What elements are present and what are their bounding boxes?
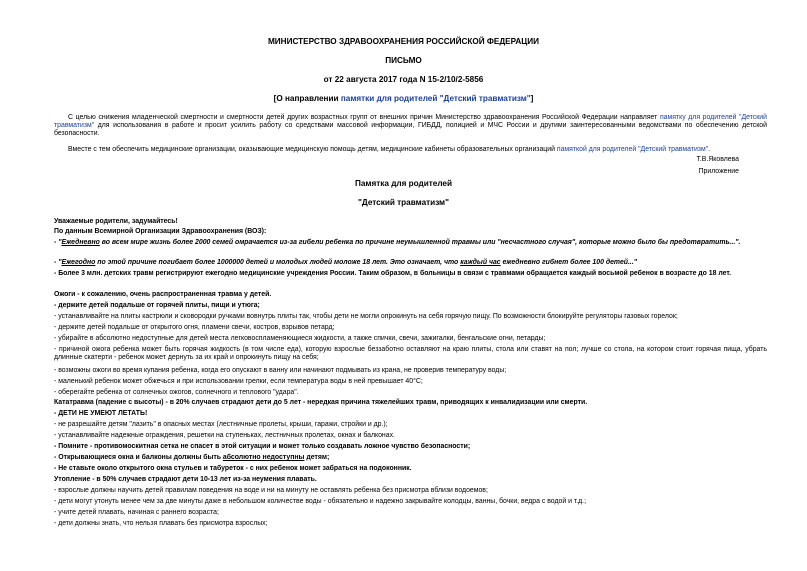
- falls-item-5: [54, 454, 767, 462]
- drowning-item-4: - дети должны знать, что нельзя плавать без присмотра взрослых;: [54, 520, 268, 527]
- document-date-number: от 22 августа 2017 года N 15-2/10/2-5856: [323, 75, 484, 84]
- falls-item-5-end: детям;: [304, 454, 330, 461]
- intro-paragraph-1: [54, 114, 767, 138]
- burns-item-8: - оберегайте ребенка от солнечных ожогов, солнечного и теплового "удара".: [54, 389, 299, 396]
- drowning-item-2: - дети могут утонуть менее чем за две минуты даже в небольшом количестве воды - обязательно и надежно закрывайте колодцы, ванны, бочки, ведра с водой и т.д.;: [54, 498, 587, 505]
- memo-line-daily: [54, 239, 767, 247]
- burns-heading: Ожоги - к сожалению, очень распространенная травма у детей.: [54, 291, 272, 298]
- burns-item-2: - устанавливайте на плиты кастрюли и сковородки ручками вовнутрь плиты так, чтобы дети не могли опрокинуть на себя горячую пищу. По возможности блокируйте регуляторы газовых горелок;: [54, 313, 678, 320]
- intro-text-b: для использования в работе и просит усилить работу со средствами массовой информации, ГИБДД, полицией и МЧС России и другими заинтересованными ведомствами по обеспечению детской безопасности.: [54, 122, 767, 137]
- memo-line-appeal: Уважаемые родители, задумайтесь!: [54, 218, 178, 225]
- memo-title: Памятка для родителей: [354, 179, 453, 188]
- every-hour-emphasis: каждый час: [460, 259, 501, 266]
- ministry-heading: МИНИСТЕРСТВО ЗДРАВООХРАНЕНИЯ РОССИЙСКОЙ ФЕДЕРАЦИИ: [267, 37, 540, 46]
- falls-item-1: - ДЕТИ НЕ УМЕЮТ ЛЕТАТЬ!: [54, 410, 148, 417]
- yearly-quote-open: - ": [54, 259, 62, 266]
- subject-suffix: ]: [530, 94, 534, 103]
- intro-p2-memo-link[interactable]: памяткой для родителей "Детский травматизм": [556, 146, 709, 153]
- daily-quote-open: - ": [54, 239, 62, 246]
- falls-item-2: - не разрешайте детям "лазить" в опасных местах (лестничные пролеты, крыши, гаражи, стройки и др.);: [54, 421, 388, 428]
- yearly-text: по этой причине погибает более 1000000 детей и молодых людей моложе 18 лет. Это означает, что: [95, 259, 461, 266]
- subject-link[interactable]: памятки для родителей "Детский травматизм": [340, 94, 531, 103]
- yearly-text-end: ежедневно гибнет более 100 детей...": [500, 259, 638, 266]
- burns-item-6: - возможны ожоги во время купания ребенка, когда его опускают в ванну или начинают подмывать из крана, не проверив температуру воды;: [54, 367, 507, 374]
- intro-p2-text-a: Вместе с тем обеспечить медицинские организации, оказывающие медицинскую помощь детям, медицинские кабинеты образовательных организаций: [68, 146, 557, 153]
- falls-heading: Кататравма (падение с высоты) - в 20% случаев страдают дети до 5 лет - нередкая причина тяжелейших травм, приводящих к инвалидизации или смерти.: [54, 399, 588, 406]
- intro-p2-text-b: .: [708, 146, 711, 153]
- memo-line-yearly: [54, 259, 767, 267]
- falls-item-3: - устанавливайте надежные ограждения, решетки на ступеньках, лестничных пролетах, окнах и балконах.: [54, 432, 395, 439]
- burns-item-4: - убирайте в абсолютно недоступные для детей места легковоспламеняющиеся жидкости, а также спички, свечи, зажигалки, бенгальские огни, петарды;: [54, 335, 546, 342]
- falls-item-4: - Помните - противомоскитная сетка не спасет в этой ситуации и может только создавать ложное чувство безопасности;: [54, 443, 471, 450]
- falls-item-6: - Не ставьте около открытого окна стульев и табуреток - с них ребенок может забраться на подоконник.: [54, 465, 412, 472]
- burns-item-3: - держите детей подальше от открытого огня, пламени свечи, костров, взрывов петард;: [54, 324, 335, 331]
- drowning-item-1: - взрослые должны научить детей правилам поведения на воде и ни на минуту не оставлять ребенка без присмотра вблизи водоемов;: [54, 487, 488, 494]
- drowning-heading: Утопление - в 50% случаев страдают дети 10-13 лет из-за неумения плавать.: [54, 476, 317, 483]
- signature: Т.В.Яковлева: [696, 156, 739, 163]
- daily-text: во всем мире жизнь более 2000 семей омрачается из-за гибели ребенка по причине неумышленной травмы или "несчастного случая", которые можно было бы предотвратить...".: [99, 239, 741, 246]
- burns-item-5: - причиной ожога ребенка может быть горячая жидкость (в том числе еда), которую взрослые беззаботно оставляют на краю плиты, стола или ставят на пол; лучше со стола, на котором стоит горячая пища, убрать длинные скатерти - ребенок может дернуть за их край и опрокинуть пищу на себя;: [54, 346, 767, 361]
- subject-prefix: [О направлении: [273, 94, 341, 103]
- memo-subtitle: "Детский травматизм": [358, 198, 449, 207]
- appendix-label: Приложение: [698, 168, 739, 175]
- burns-item-1: - держите детей подальше от горячей плиты, пищи и утюга;: [54, 302, 260, 309]
- document-type: ПИСЬМО: [385, 56, 422, 65]
- drowning-item-3: - учите детей плавать, начиная с раннего возраста;: [54, 509, 219, 516]
- burns-item-7: - маленький ребенок может обжечься и при использовании грелки, если температура воды в ней превышает 40°С;: [54, 378, 423, 385]
- daily-emphasis: Ежедневно: [61, 239, 100, 246]
- document-subject: [0, 95, 807, 103]
- intro-text-a: С целью снижения младенческой смертности и смертности детей других возрастных групп от внешних причин Министерство здравоохранения Российской Федерации направляет: [68, 114, 660, 121]
- memo-line-russia-stats: - Более 3 млн. детских травм регистрируют ежегодно медицинские учреждения России. Таким образом, в больницы в связи с травмами обращается каждый восьмой ребенок в возрасте до 18 лет.: [54, 270, 732, 277]
- yearly-emphasis: Ежегодно: [61, 259, 96, 266]
- memo-line-who: По данным Всемирной Организации Здравоохранения (ВОЗ):: [54, 228, 267, 235]
- falls-item-5-text: - Открывающиеся окна и балконы должны быть: [54, 454, 223, 461]
- falls-item-5-emphasis: абсолютно недоступны: [222, 454, 305, 461]
- intro-memo-link[interactable]: памятку для родителей "Детский травматизм": [54, 114, 767, 129]
- intro-paragraph-2: [54, 146, 767, 154]
